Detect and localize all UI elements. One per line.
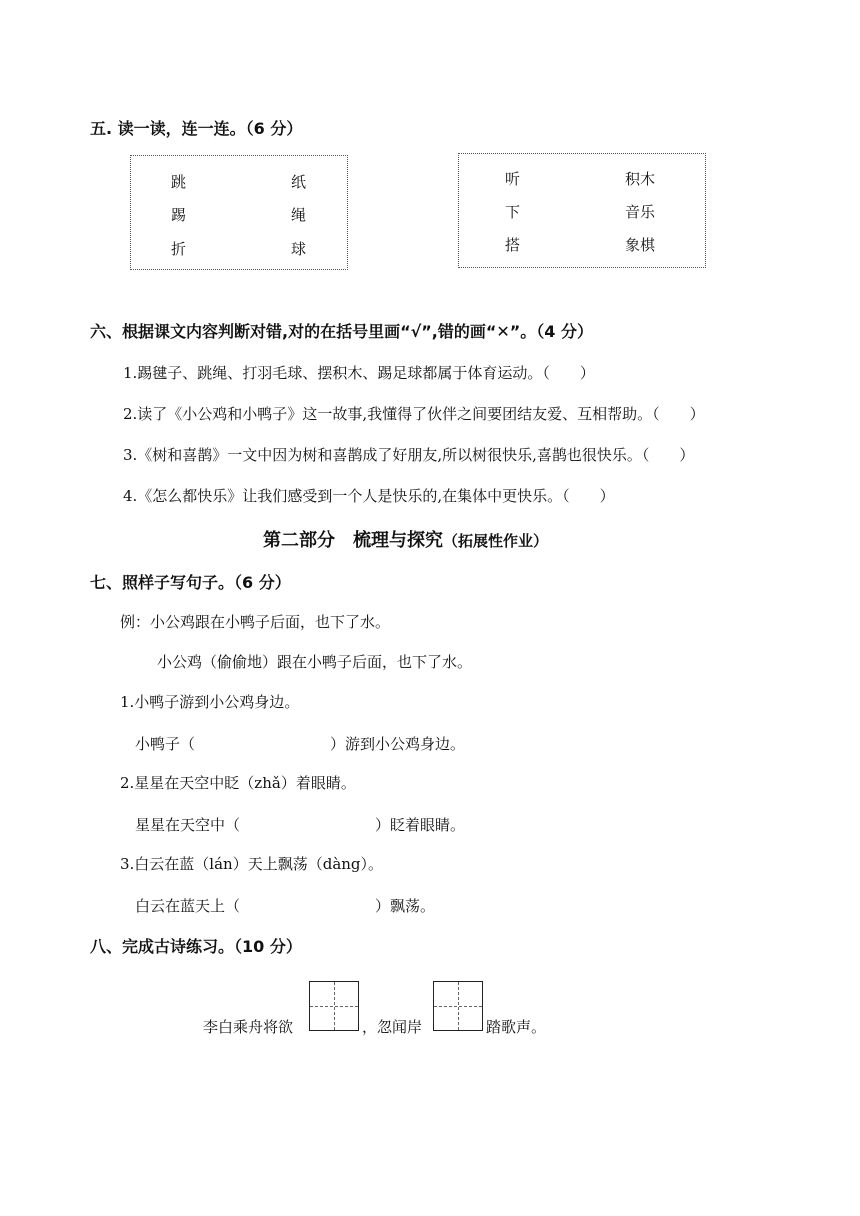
answer-line-1[interactable]: 小鸭子（ ）游到小公鸡身边。: [135, 735, 466, 753]
section7-title: 七、照样子写句子。（6 分）: [90, 573, 291, 592]
part2-title: [263, 526, 548, 552]
match-box-2: [458, 153, 706, 268]
match-box-1: [130, 155, 348, 270]
match-left-2[interactable]: 下: [505, 203, 521, 221]
question-1: 1.小鸭子游到小公鸡身边。: [120, 693, 300, 711]
match-right-2[interactable]: 音乐: [625, 203, 656, 221]
poem-part-1: 李白乘舟将欲: [203, 1018, 294, 1036]
judge-item-4: 4.《怎么都快乐》让我们感受到一个人是快乐的,在集体中更快乐。（ ）: [123, 487, 615, 505]
answer-line-2[interactable]: 星星在天空中（ ）眨着眼睛。: [135, 816, 466, 834]
poem-part-3: 踏歌声。: [486, 1018, 547, 1036]
answer-line-3[interactable]: 白云在蓝天上（ ）飘荡。: [135, 897, 436, 915]
section8-title: 八、完成古诗练习。（10 分）: [90, 937, 302, 956]
judge-item-3: 3.《树和喜鹊》一文中因为树和喜鹊成了好朋友,所以树很快乐,喜鹊也很快乐。（ ）: [123, 446, 695, 464]
question-2: 2.星星在天空中眨（zhǎ）着眼睛。: [120, 774, 356, 792]
match-left-2[interactable]: 踢: [171, 206, 187, 224]
poem-part-2: ，忽闻岸: [362, 1018, 423, 1036]
example-answer: 小公鸡（偷偷地）跟在小鸭子后面，也下了水。: [157, 653, 473, 671]
match-right-2[interactable]: 绳: [291, 206, 307, 224]
match-left-1[interactable]: 跳: [171, 173, 187, 191]
tian-grid-box-1[interactable]: [309, 981, 359, 1031]
judge-item-2: 2.读了《小公鸡和小鸭子》这一故事,我懂得了伙伴之间要团结友爱、互相帮助。（ ）: [123, 405, 705, 423]
match-right-1[interactable]: 积木: [625, 170, 656, 188]
match-right-3[interactable]: 象棋: [625, 236, 656, 254]
match-left-3[interactable]: 折: [171, 240, 187, 258]
section5-title: 五. 读一读，连一连。（6 分）: [90, 119, 303, 138]
match-right-3[interactable]: 球: [291, 240, 307, 258]
question-3: 3.白云在蓝（lán）天上飘荡（dàng）。: [120, 855, 384, 873]
match-left-3[interactable]: 搭: [505, 236, 521, 254]
tian-grid-box-2[interactable]: [433, 981, 483, 1031]
match-left-1[interactable]: 听: [505, 170, 521, 188]
section6-title: 六、根据课文内容判断对错,对的在括号里画“√”,错的画“✕”。（4 分）: [90, 322, 594, 341]
example-sentence: 例：小公鸡跟在小鸭子后面，也下了水。: [120, 613, 391, 631]
part2-subtitle: （拓展性作业）: [443, 532, 549, 550]
part2-title-main: 第二部分 梳理与探究: [263, 530, 443, 551]
match-right-1[interactable]: 纸: [291, 173, 307, 191]
judge-item-1: 1.踢毽子、跳绳、打羽毛球、摆积木、踢足球都属于体育运动。（ ）: [123, 364, 595, 382]
